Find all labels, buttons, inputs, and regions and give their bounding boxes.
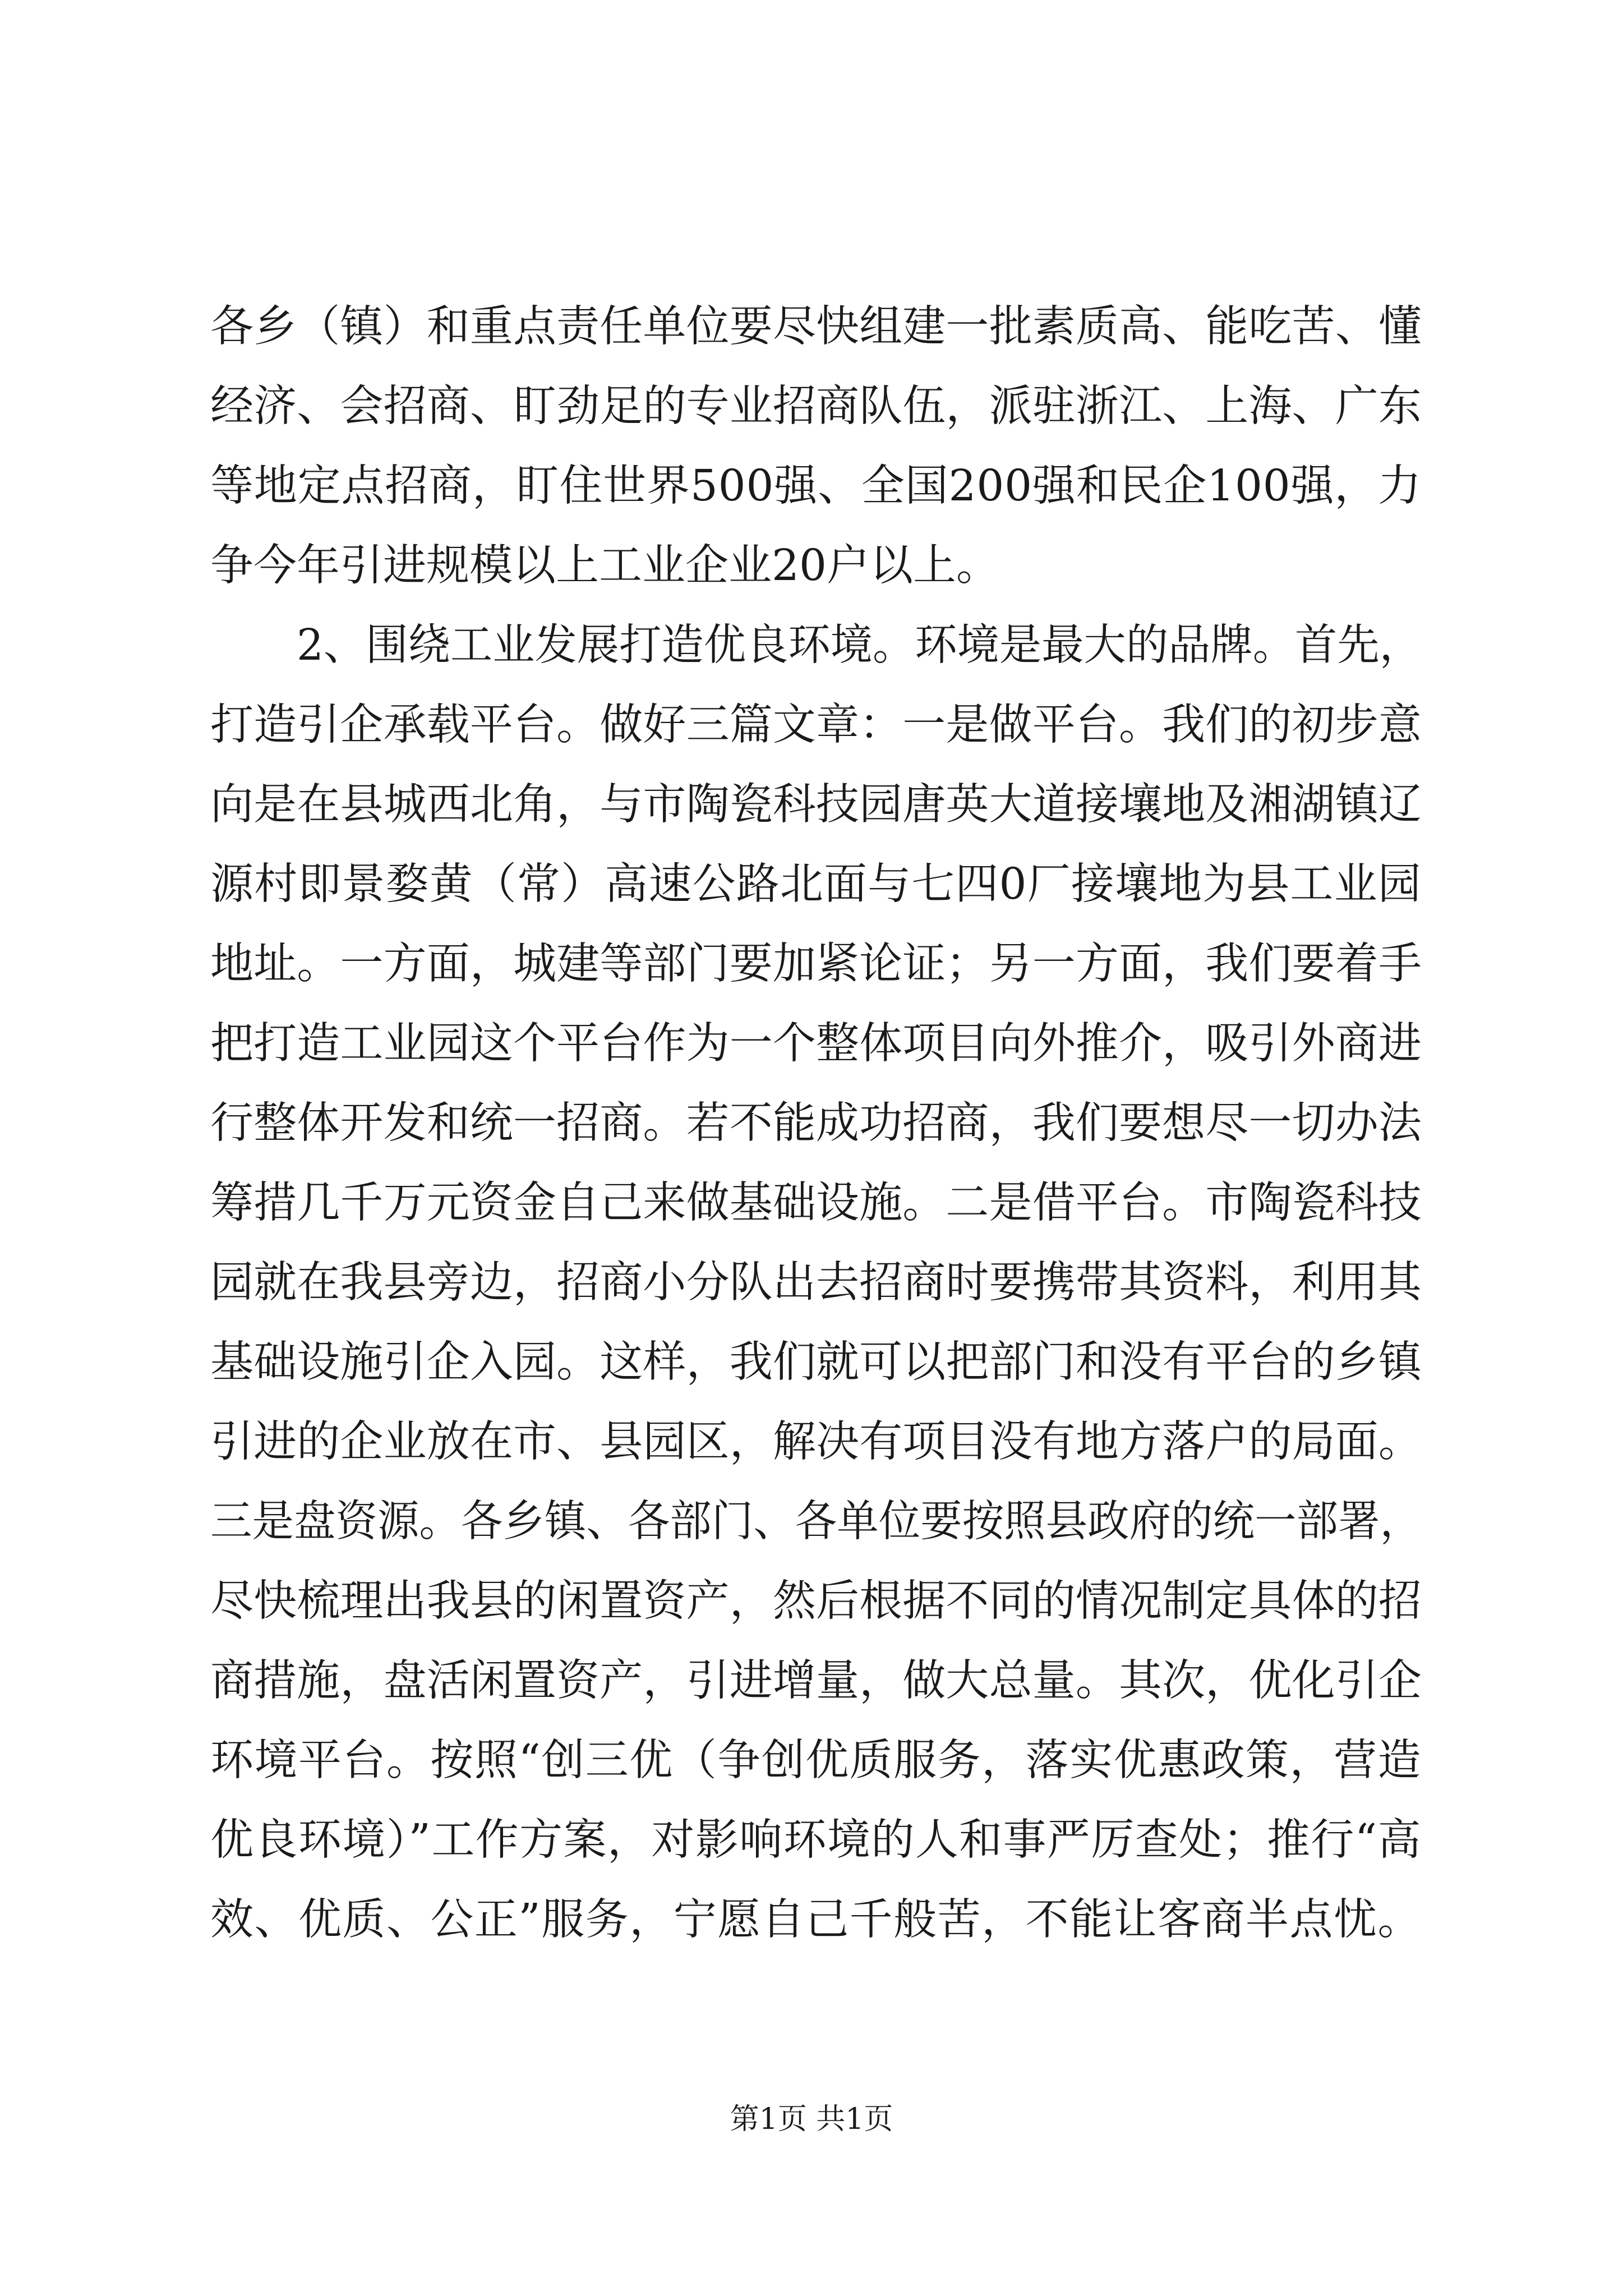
text-line: 行整体开发和统一招商。若不能成功招商，我们要想尽一切办法 xyxy=(210,1098,1422,1148)
text-line: 尽快梳理出我县的闲置资产，然后根据不同的情况制定具体的招 xyxy=(210,1576,1422,1626)
text-line: 经济、会招商、盯劲足的专业招商队伍，派驻浙江、上海、广东 xyxy=(210,381,1422,431)
text-line: 打造引企承载平台。做好三篇文章：一是做平台。我们的初步意 xyxy=(210,700,1422,750)
text-line: 争今年引进规模以上工业企业20户以上。 xyxy=(210,541,999,591)
text-line: 筹措几千万元资金自己来做基础设施。二是借平台。市陶瓷科技 xyxy=(210,1178,1422,1228)
text-line: 效、优质、公正”服务，宁愿自己千般苦，不能让客商半点忧。 xyxy=(210,1895,1422,1945)
text-line: 商措施，盘活闲置资产，引进增量，做大总量。其次，优化引企 xyxy=(210,1656,1422,1706)
text-line: 把打造工业园这个平台作为一个整体项目向外推介，吸引外商进 xyxy=(210,1019,1422,1069)
text-line: 向是在县城西北角，与市陶瓷科技园唐英大道接壤地及湘湖镇辽 xyxy=(210,780,1422,830)
text-line: 优良环境）”工作方案，对影响环境的人和事严厉查处；推行“高 xyxy=(210,1815,1422,1865)
text-line: 源村即景婺黄（常）高速公路北面与七四0厂接壤地为县工业园 xyxy=(210,859,1422,909)
text-line: 等地定点招商，盯住世界500强、全国200强和民企100强，力 xyxy=(210,461,1422,511)
text-line: 环境平台。按照“创三优（争创优质服务，落实优惠政策，营造 xyxy=(210,1736,1422,1786)
text-line: 各乡（镇）和重点责任单位要尽快组建一批素质高、能吃苦、懂 xyxy=(210,302,1422,352)
page-number-footer: 第1页 共1页 xyxy=(730,2102,893,2136)
text-line: 园就在我县旁边，招商小分队出去招商时要携带其资料，利用其 xyxy=(210,1258,1422,1308)
text-line: 引进的企业放在市、县园区，解决有项目没有地方落户的局面。 xyxy=(210,1417,1422,1467)
text-line: 地址。一方面，城建等部门要加紧论证；另一方面，我们要着手 xyxy=(210,939,1422,989)
document-body xyxy=(210,287,1422,1960)
text-line: 三是盘资源。各乡镇、各部门、各单位要按照县政府的统一部署， xyxy=(210,1497,1422,1547)
text-line-paragraph-start: 2、围绕工业发展打造优良环境。环境是最大的品牌。首先， xyxy=(297,620,1422,670)
text-line: 基础设施引企入园。这样，我们就可以把部门和没有平台的乡镇 xyxy=(210,1337,1422,1387)
